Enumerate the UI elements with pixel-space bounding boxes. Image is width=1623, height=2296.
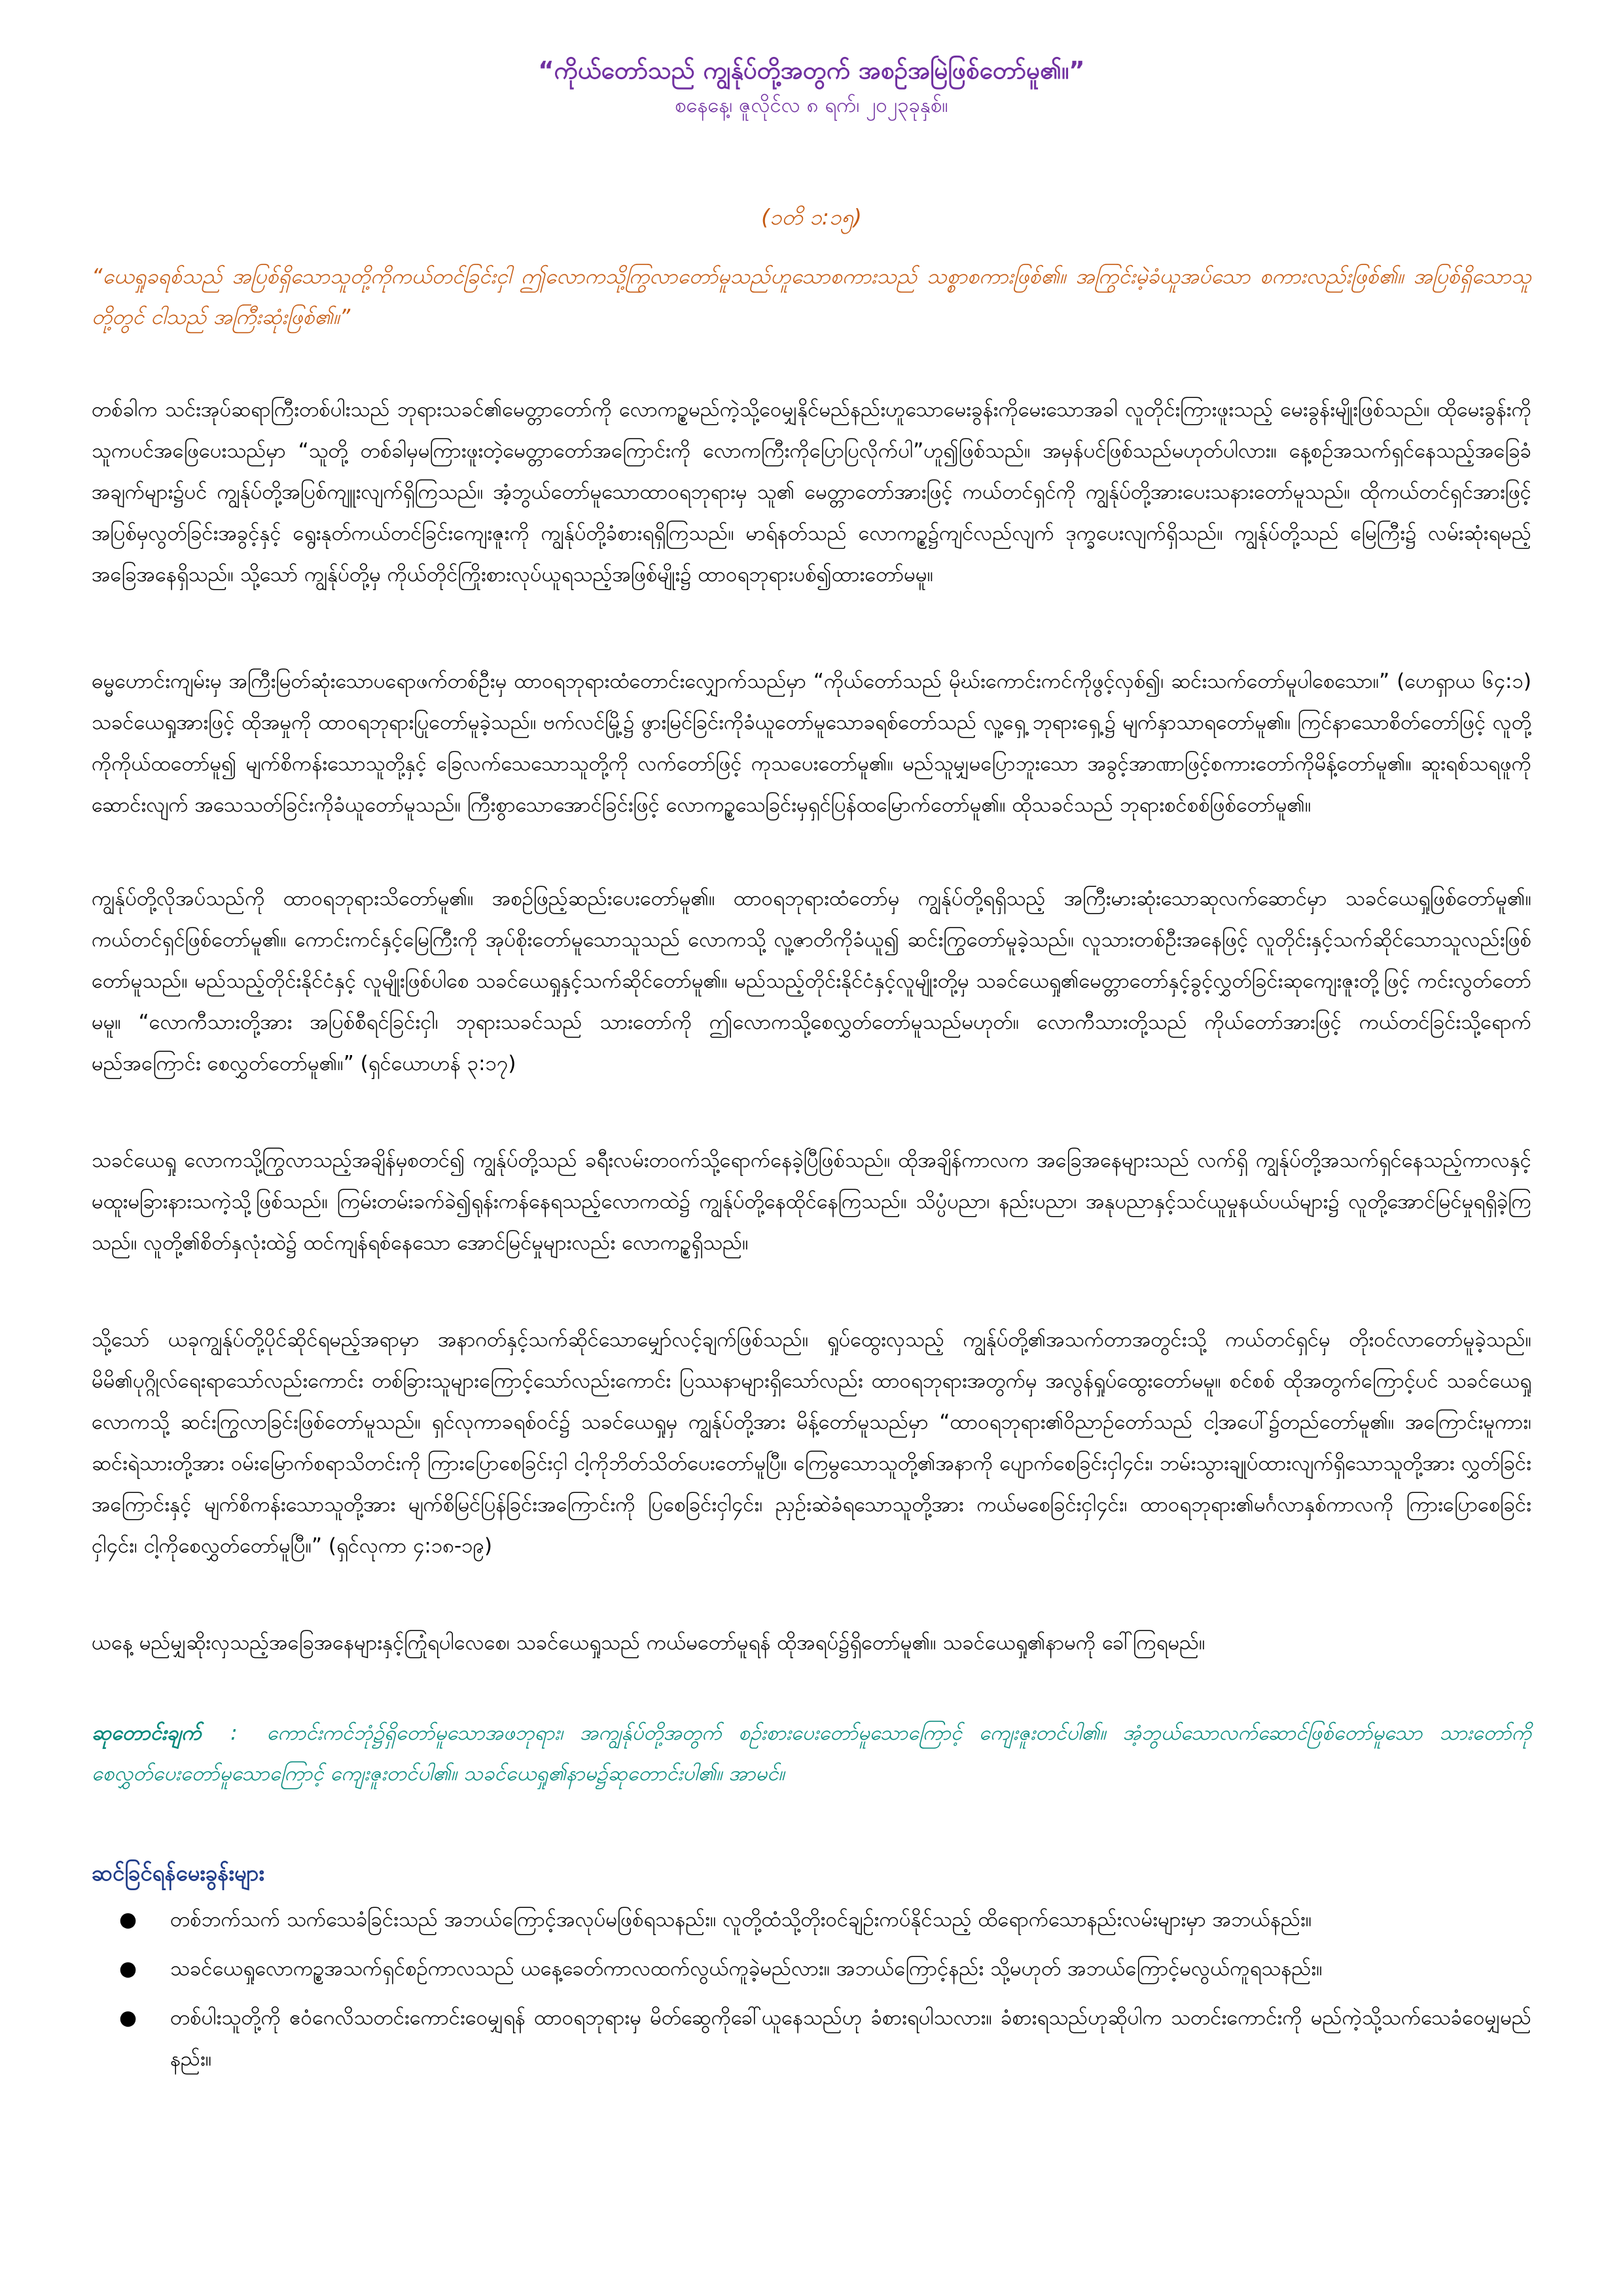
bullet-icon: ●: [119, 2006, 137, 2030]
prayer-text: ကောင်းကင်ဘုံ၌ရှိတော်မူသောအဖဘုရား၊ အကျွန်ုပ်တို့အတွက် စဉ်းစားပေးတော်မူသောကြောင့် ကျေးဇူးတင်ပါ၏။ အံ့ဘွယ်သောလက်ဆောင်ဖြစ်တော်မူသော သားတော်ကို စေလွှတ်ပေးတော်မူသောကြောင့် ကျေးဇူးတင်ပါ၏။ သခင်ယေရှု၏နာမ၌ဆုတောင်းပါ၏။ အာမင်။: [92, 1721, 1531, 1785]
prayer-block: [92, 1713, 1531, 1794]
body-paragraph-4: သခင်ယေရှု လောကသို့ကြွလာသည့်အချိန်မှစတင်၍ ကျွန်ုပ်တို့သည် ခရီးလမ်းတဝက်သို့ရောက်နေခဲ့ပြီဖြစ်သည်။ ထိုအချိန်ကာလက အခြေအနေများသည် လက်ရှိ ကျွန်ုပ်တို့အသက်ရှင်နေသည့်ကာလနှင့်မထူးမခြားနားသကဲ့သို့ဖြစ်သည်။ ကြမ်းတမ်းခက်ခဲ၍ရုန်းကန်နေရသည့်လောကထဲ၌ ကျွန်ုပ်တို့နေထိုင်နေကြသည်။ သိပ္ပံပညာ၊ နည်းပညာ၊ အနုပညာနှင့်သင်ယူမှုနယ်ပယ်များ၌ လူတို့အောင်မြင်မှုရရှိခဲ့ကြသည်။ လူတို့၏စိတ်နှလုံးထဲ၌ ထင်ကျန်ရစ်နေသော အောင်မြင်မှုများလည်း လောကဥ္စရှိသည်။: [92, 1149, 1531, 1255]
questions-list: [92, 1899, 1531, 2080]
page-date: စနေနေ့၊ ဇူလိုင်လ ၈ ရက်၊ ၂၀၂၃ခုနှစ်။: [675, 94, 948, 117]
question-text-3: တစ်ပါးသူတို့ကို ဧဝံဂေလိသတင်းကောင်းဝေမျှရန် ထာဝရဘုရားမှ မိတ်ဆွေကိုခေါ်ယူနေသည်ဟု ခံစားရပါသလား။ ခံစားရသည်ဟုဆိုပါက သတင်းကောင်းကို မည်ကဲ့သို့သက်သေခံဝေမျှမည်နည်း။: [170, 2006, 1531, 2071]
bullet-icon: ●: [119, 1957, 137, 1981]
scripture-text: “ယေရှုခရစ်သည် အပြစ်ရှိသောသူတို့ကိုကယ်တင်ခြင်းငှါ ဤလောကသို့ကြွလာတော်မူသည်ဟူသောစကားသည် သစ္စာစကားဖြစ်၏။ အကြွင်းမဲ့ခံယူအပ်သော စကားလည်းဖြစ်၏။ အပြစ်ရှိသောသူတို့တွင် ငါသည် အကြီးဆုံးဖြစ်၏။”: [92, 264, 1531, 329]
body-paragraph-5: သို့သော် ယခုကျွန်ုပ်တို့ပိုင်ဆိုင်ရမည့်အရာမှာ အနာဂတ်နှင့်သက်ဆိုင်သောမျှော်လင့်ချက်ဖြစ်သည်။ ရှုပ်ထွေးလှသည့် ကျွန်ုပ်တို့၏အသက်တာအတွင်းသို့ ကယ်တင်ရှင်မှ တိုးဝင်လာတော်မူခဲ့သည်။ မိမိ၏ပုဂ္ဂိုလ်ရေးရာသော်လည်းကောင်း တစ်ခြားသူများကြောင့်သော်လည်းကောင်း ပြဿနာများရှိသော်လည်း ထာဝရဘုရားအတွက်မှ အလွန်ရှုပ်ထွေးတော်မမူ။ စင်စစ် ထိုအတွက်ကြောင့်ပင် သခင်ယေရှုလောကသို့ ဆင်းကြွလာခြင်းဖြစ်တော်မူသည်။ ရှင်လုကာခရစ်ဝင်၌ သခင်ယေရှုမှ ကျွန်ုပ်တို့အား မိန့်တော်မူသည်မှာ “ထာဝရဘုရား၏ဝိညာဉ်တော်သည် ငါ့အပေါ်၌တည်တော်မူ၏။ အကြောင်းမူကား၊ ဆင်းရဲသားတို့အား ဝမ်းမြောက်စရာသိတင်းကို ကြားပြောစေခြင်းငှါ ငါ့ကိုဘိတ်သိတ်ပေးတော်မူပြီ။ ကြေမွသောသူတို့၏အနာကို ပျောက်စေခြင်းငှါ၄င်း၊ ဘမ်းသွားချုပ်ထားလျက်ရှိသောသူတို့အား လွှတ်ခြင်းအကြောင်းနှင့် မျက်စိကန်းသောသူတို့အား မျက်စိမြင်ပြန်ခြင်းအကြောင်းကို ပြစေခြင်းငှါ၄င်း၊ ညှဉ်းဆဲခံရသောသူတို့အား ကယ်မစေခြင်းငှါ၄င်း၊ ထာဝရဘုရား၏မင်္ဂလာနှစ်ကာလကို ကြားပြောစေခြင်းငှါ၄င်း၊ ငါ့ကိုစေလွှတ်တော်မူပြီ။” (ရှင်လုကာ ၄:၁၈-၁၉): [92, 1328, 1531, 1558]
body-paragraph-1: တစ်ခါက သင်းအုပ်ဆရာကြီးတစ်ပါးသည် ဘုရားသခင်၏မေတ္တာတော်ကို လောကဥ္စမည်ကဲ့သို့ဝေမျှနိုင်မည်နည်းဟူသောမေးခွန်းကိုမေးသောအခါ လူတိုင်းကြားဖူးသည့် မေးခွန်းမျိုးဖြစ်သည်။ ထိုမေးခွန်းကို သူကပင်အဖြေပေးသည်မှာ “သူတို့ တစ်ခါမှမကြားဖူးတဲ့မေတ္တာတော်အကြောင်းကို လောကကြီးကိုပြောပြလိုက်ပါ”ဟူ၍ဖြစ်သည်။ အမှန်ပင်ဖြစ်သည်မဟုတ်ပါလား။ နေ့စဉ်အသက်ရှင်နေသည့်အခြေခံအချက်များ၌ပင် ကျွန်ုပ်တို့အပြစ်ကျူးလျက်ရှိကြသည်။ အံ့ဘွယ်တော်မူသောထာဝရဘုရားမှ သူ၏ မေတ္တာတော်အားဖြင့် ကယ်တင်ရှင်ကို ကျွန်ုပ်တို့အားပေးသနားတော်မူသည်။ ထိုကယ်တင်ရှင်အားဖြင့် အပြစ်မှလွတ်ခြင်းအခွင့်နှင့် ရွေးနုတ်ကယ်တင်ခြင်းကျေးဇူးကို ကျွန်ုပ်တို့ခံစားရရှိကြသည်။ မာရ်နတ်သည် လောကဥ္စ၌ကျင်လည်လျက် ဒုက္ခပေးလျက်ရှိသည်။ ကျွန်ုပ်တို့သည် မြေကြီး၌ လမ်းဆုံးရမည့် အခြေအနေရှိသည်။ သို့သော် ကျွန်ုပ်တို့မှ ကိုယ်တိုင်ကြိုးစားလုပ်ယူရသည့်အဖြစ်မျိုး၌ ထာဝရဘုရားပစ်၍ထားတော်မမူ။: [92, 398, 1531, 586]
scripture-reference: (၁တိ ၁:၁၅): [761, 204, 862, 230]
question-item-1: [92, 1899, 1531, 1941]
prayer-separator: :: [230, 1721, 238, 1745]
prayer-label: ဆုတောင်းချက်: [92, 1721, 202, 1745]
question-item-2: [92, 1948, 1531, 1990]
page-title: “ကိုယ်တော်သည် ကျွန်ုပ်တို့အတွက် အစဉ်အမြဲဖြစ်တော်မူ၏။”: [538, 56, 1085, 84]
bullet-icon: ●: [119, 1908, 137, 1931]
body-paragraph-3: ကျွန်ုပ်တို့လိုအပ်သည်ကို ထာဝရဘုရားသိတော်မူ၏။ အစဉ်ဖြည့်ဆည်းပေးတော်မူ၏။ ထာဝရဘုရားထံတော်မှ ကျွန်ုပ်တို့ရရှိသည့် အကြီးမားဆုံးသောဆုလက်ဆောင်မှာ သခင်ယေရှုဖြစ်တော်မူ၏။ ကယ်တင်ရှင်ဖြစ်တော်မူ၏။ ကောင်းကင်နှင့်မြေကြီးကို အုပ်စိုးတော်မူသောသူသည် လောကသို့ လူ့ဇာတိကိုခံယူ၍ ဆင်းကြွတော်မူခဲ့သည်။ လူသားတစ်ဦးအနေဖြင့် လူတိုင်းနှင့်သက်ဆိုင်သောသူလည်းဖြစ်တော်မူသည်။ မည်သည့်တိုင်းနိုင်ငံနှင့် လူမျိုးဖြစ်ပါစေ သခင်ယေရှုနှင့်သက်ဆိုင်တော်မူ၏။ မည်သည့်တိုင်းနိုင်ငံနှင့်လူမျိုးတို့မှ သခင်ယေရှု၏မေတ္တာတော်နှင့်ခွင့်လွှတ်ခြင်းဆုကျေးဇူးတို့ဖြင့် ကင်းလွတ်တော်မမူ။ “လောကီသားတို့အား အပြစ်စီရင်ခြင်းငှါ၊ ဘုရားသခင်သည် သားတော်ကို ဤလောကသို့စေလွှတ်တော်မူသည်မဟုတ်။ လောကီသားတို့သည် ကိုယ်တော်အားဖြင့် ကယ်တင်ခြင်းသို့ရောက်မည်အကြောင်း စေလွှတ်တော်မူ၏။” (ရှင်ယောဟန် ၃:၁၇): [92, 887, 1531, 1075]
body-paragraph-6: ယနေ့ မည်မျှဆိုးလှသည့်အခြေအနေများနှင့်ကြုံရပါလေစေ၊ သခင်ယေရှုသည် ကယ်မတော်မူရန် ထိုအရပ်၌ရှိတော်မူ၏။ သခင်ယေရှု၏နာမကို ခေါ်ကြရမည်။: [92, 1631, 1205, 1655]
questions-heading: ဆင်ခြင်ရန်မေးခွန်းများ: [92, 1860, 264, 1886]
question-item-3: [92, 1998, 1531, 2080]
question-text-2: သခင်ယေရှုလောကဥ္စအသက်ရှင်စဉ်ကာလသည် ယနေ့ခေတ်ကာလထက်လွယ်ကူခဲ့မည်လား။ အဘယ်ကြောင့်နည်း သို့မဟုတ် အဘယ်ကြောင့်မလွယ်ကူရသနည်း။: [170, 1957, 1323, 1981]
question-text-1: တစ်ဘက်သက် သက်သေခံခြင်းသည် အဘယ်ကြောင့်အလုပ်မဖြစ်ရသနည်း။ လူတို့ထံသို့တိုးဝင်ချဉ်းကပ်နိုင်သည့် ထိရောက်သောနည်းလမ်းများမှာ အဘယ်နည်း။: [170, 1908, 1312, 1931]
body-paragraph-2: ဓမ္မဟောင်းကျမ်းမှ အကြီးမြတ်ဆုံးသောပရောဖက်တစ်ဦးမှ ထာဝရဘုရားထံတောင်းလျှောက်သည်မှာ “ကိုယ်တော်သည် မိုဃ်းကောင်းကင်ကိုဖွင့်လှစ်၍၊ ဆင်းသက်တော်မူပါစေသော။” (ဟေရှာယ ၆၄:၁) သခင်ယေရှုအားဖြင့် ထိုအမှုကို ထာဝရဘုရားပြုတော်မူခဲ့သည်။ ဗက်လင်မြို့၌ ဖွားမြင်ခြင်းကိုခံယူတော်မူသောခရစ်တော်သည် လူ့ရှေ့ ဘုရားရှေ့၌ မျက်နှာသာရတော်မူ၏။ ကြင်နာသောစိတ်တော်ဖြင့် လူတို့ကိုကိုယ်ထတော်မူ၍ မျက်စိကန်းသောသူတို့နှင့် ခြေလက်သေသောသူတို့ကို လက်တော်ဖြင့် ကုသပေးတော်မူ၏။ မည်သူမျှမပြောဘူးသော အခွင့်အာဏာဖြင့်စကားတော်ကိုမိန့်တော်မူ၏။ ဆူးရစ်သရဖူကိုဆောင်းလျက် အသေသတ်ခြင်းကိုခံယူတော်မူသည်။ ကြီးစွာသောအောင်ခြင်းဖြင့် လောကဥ္စသေခြင်းမှရှင်ပြန်ထမြောက်တော်မူ၏။ ထိုသခင်သည် ဘုရားစင်စစ်ဖြစ်တော်မူ၏။: [92, 670, 1531, 817]
